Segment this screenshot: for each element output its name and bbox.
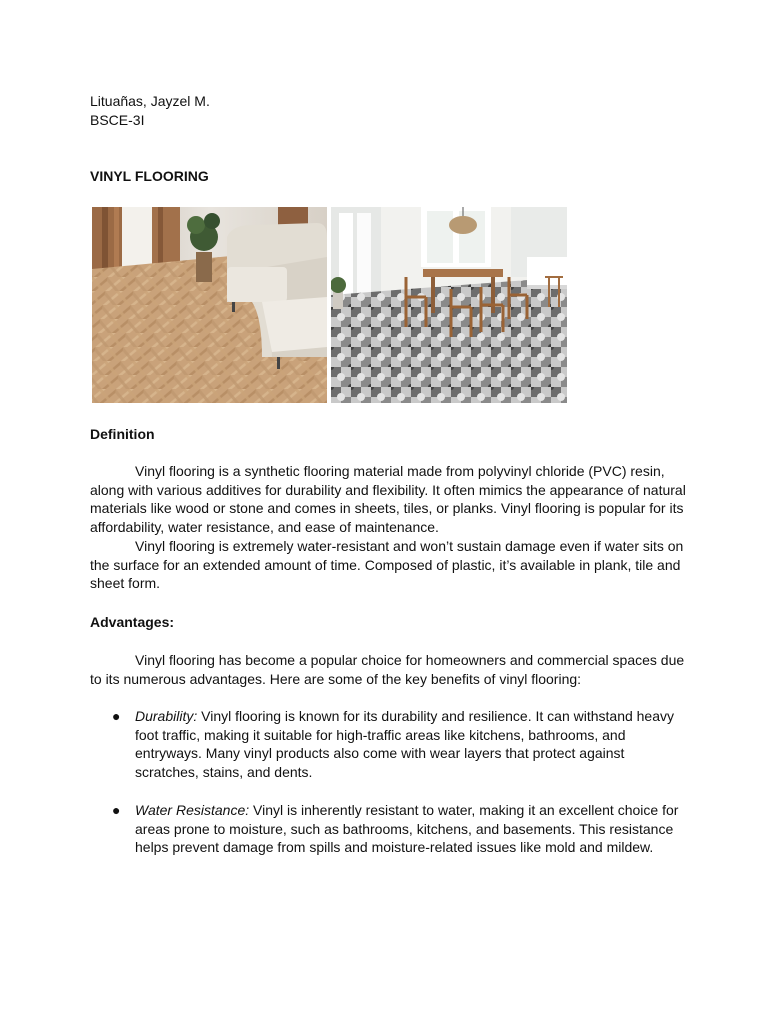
bullet-text — [135, 707, 685, 782]
bullet-text — [135, 801, 685, 857]
bullet-description: Vinyl is inherently resistant to water, making it an excellent choice for areas prone to moisture, such as bathrooms, kitchens, and basements. This resistance helps prevent damage from spills and moisture-related issues like mold and mildew. — [135, 802, 679, 856]
bullet-icon: ● — [112, 708, 121, 724]
bullet-term: Durability: — [135, 708, 198, 724]
herringbone-living-room-photo — [92, 207, 327, 403]
bullet-icon: ● — [112, 802, 121, 818]
author-name: Lituañas, Jayzel M. — [90, 93, 210, 109]
advantages-intro: Vinyl flooring has become a popular choice for homeowners and commercial spaces due to its numerous advantages. Here are some of the key benefits of vinyl flooring: — [90, 652, 685, 687]
patterned-tile-dining-room-photo — [331, 207, 567, 403]
definition-paragraph-2: Vinyl flooring is extremely water-resistant and won’t sustain damage even if water sits on the surface for an extended amount of time. Composed of plastic, it’s available in plank, tile and sheet form. — [90, 538, 684, 592]
bullet-term: Water Resistance: — [135, 802, 250, 818]
course-section: BSCE-3I — [90, 112, 145, 128]
flooring-images — [92, 207, 567, 403]
definition-heading: Definition — [90, 426, 155, 442]
advantages-heading: Advantages: — [90, 614, 175, 630]
definition-paragraph-1: Vinyl flooring is a synthetic flooring material made from polyvinyl chloride (PVC) resin, along with various additives for durability and flexibility. It often mimics the appearance of natural materials like wood or stone and comes in sheets, tiles, or planks. Vinyl flooring is popular for its affordability, water resistance, and ease of maintenance. — [90, 463, 686, 536]
document-title: VINYL FLOORING — [90, 168, 209, 184]
bullet-description: Vinyl flooring is known for its durability and resilience. It can withstand heavy foot traffic, making it suitable for high-traffic areas like kitchens, bathrooms, and entryways. Many vinyl products also come with wear layers that protect against scratches, stains, and dents. — [135, 708, 675, 781]
